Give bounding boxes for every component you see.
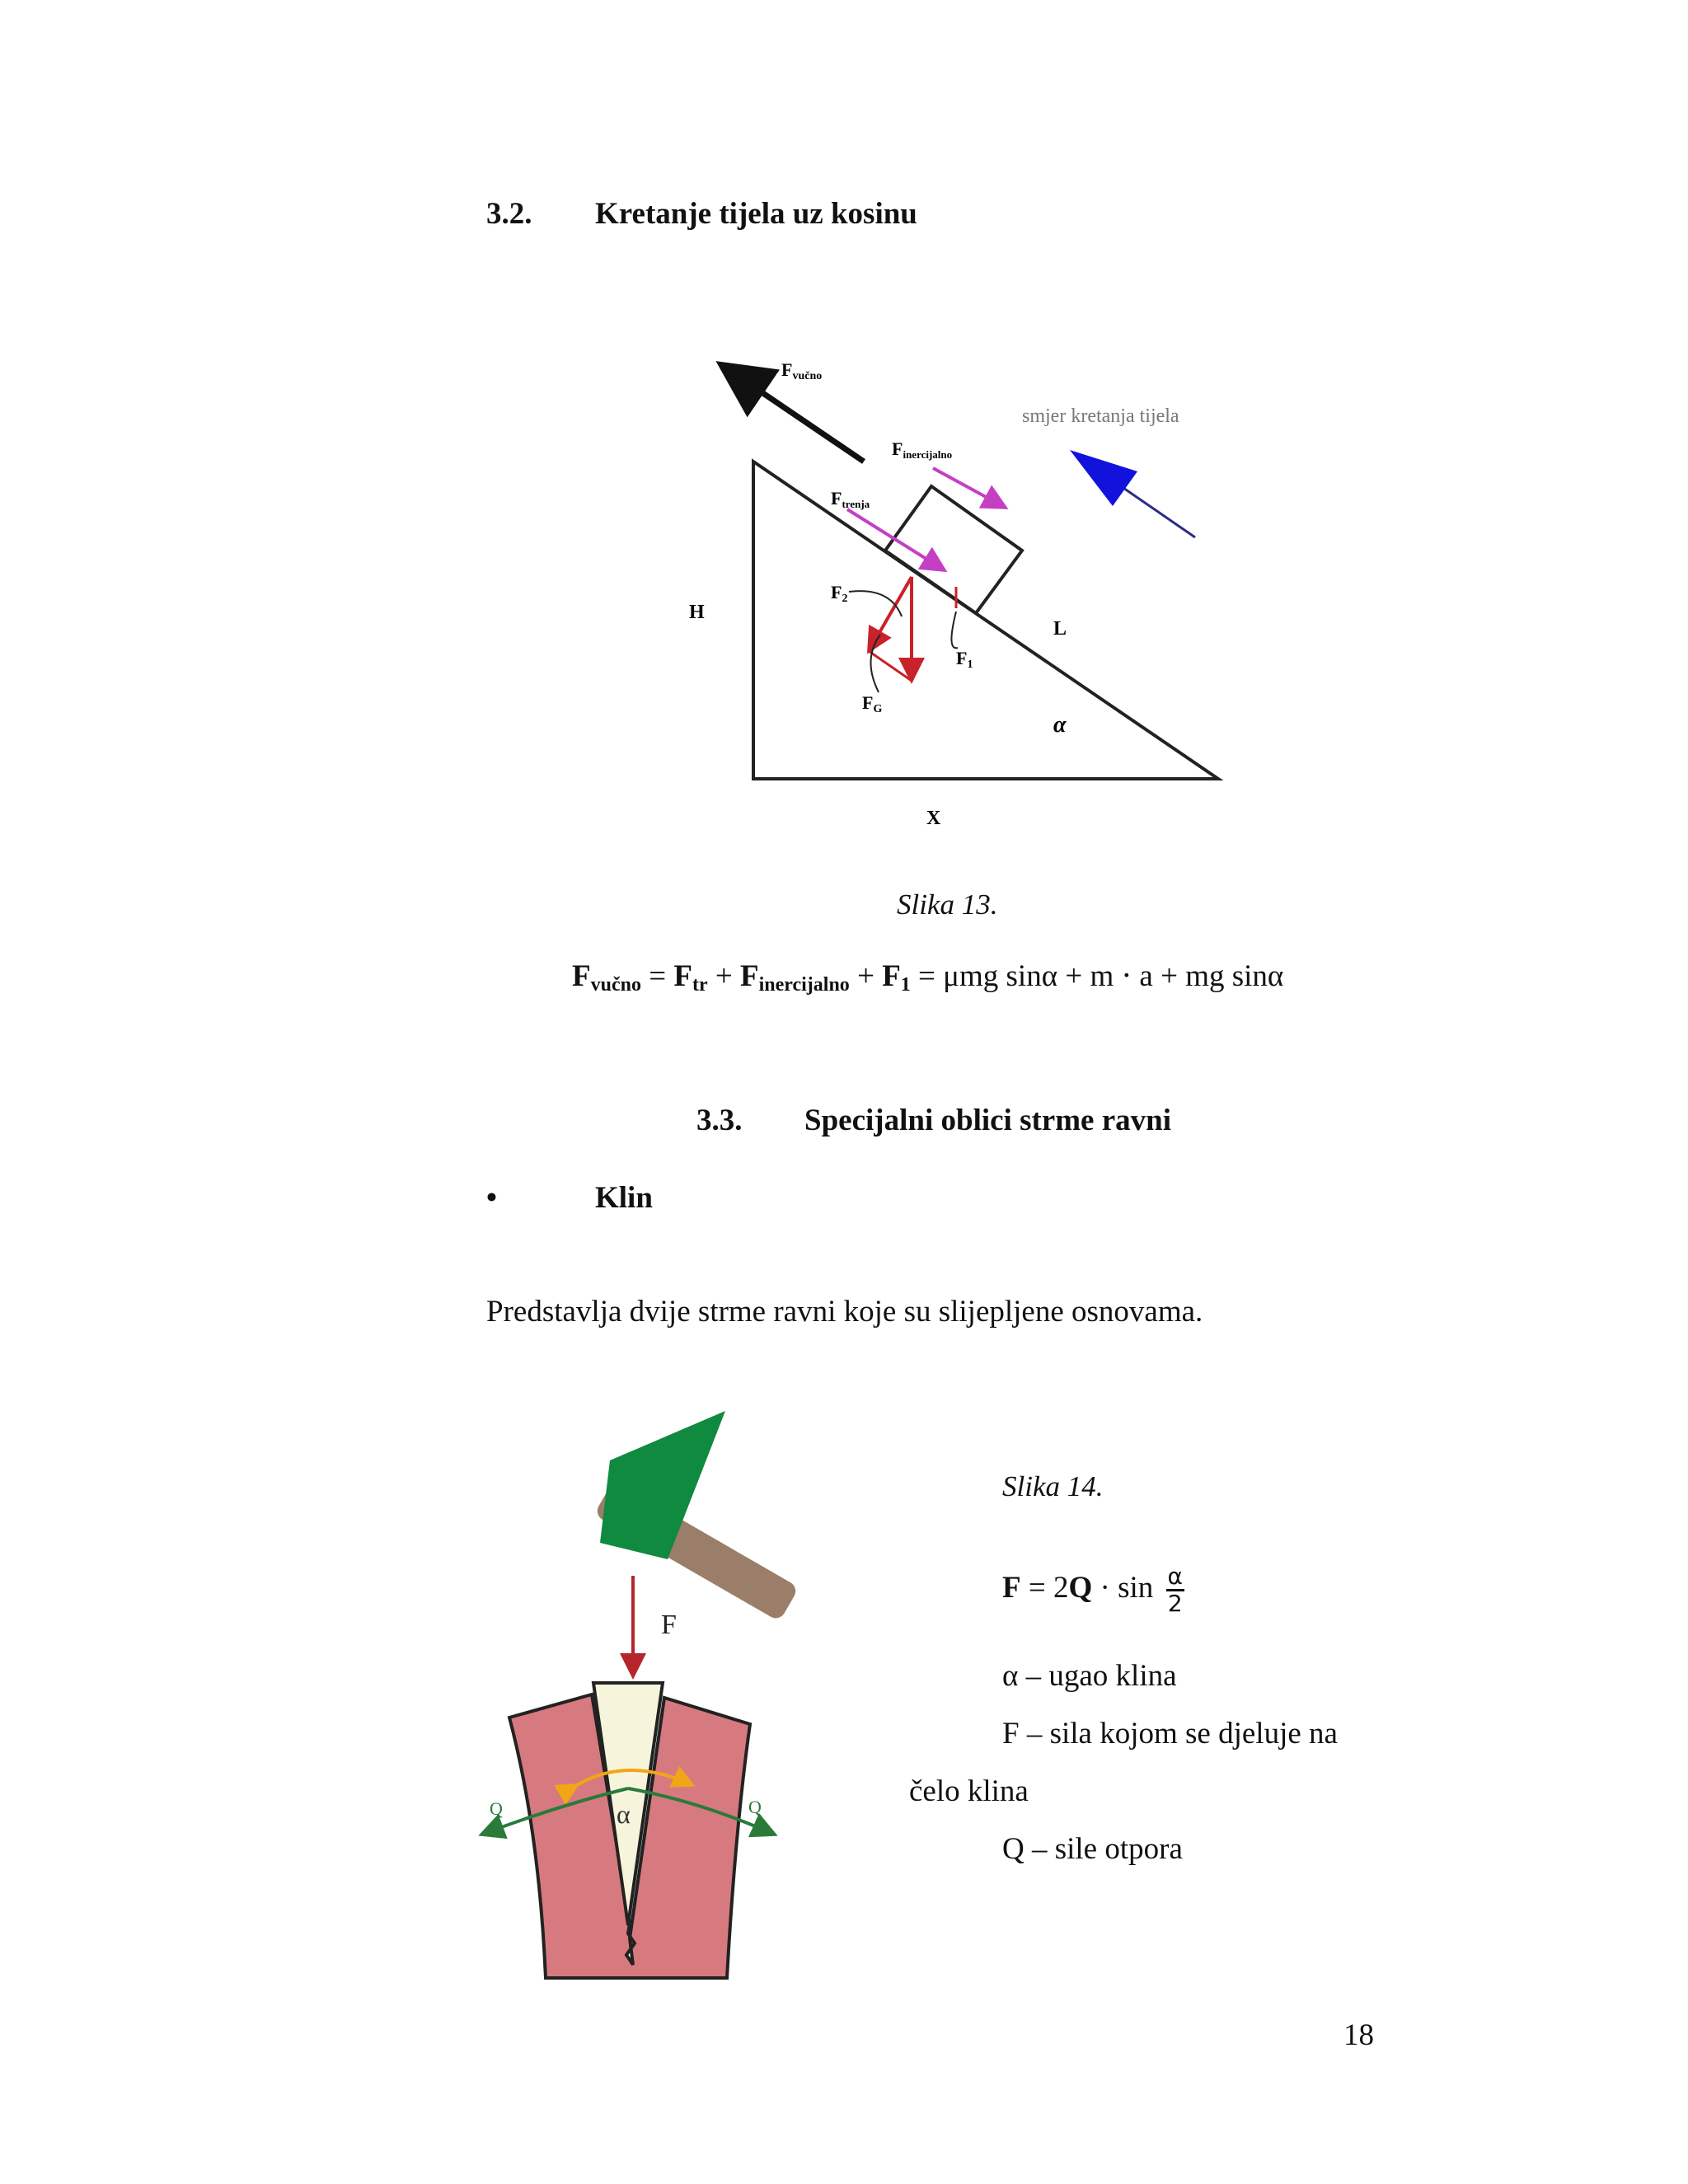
page-number: 18	[1343, 2018, 1374, 2052]
f-inercijalno-label: Finercijalno	[892, 438, 953, 461]
f-1-arrow	[869, 651, 912, 681]
h-label: H	[689, 602, 705, 623]
f-1-label: F1	[956, 648, 973, 671]
figure13-formula: $F_{vučno} = F_{tr} + F_{inercijalno} + F_1 = \mu mg$ sinα + m ⋅ a + mg sinα	[572, 959, 1284, 996]
section-number: 3.2.	[486, 197, 532, 231]
hammer	[593, 1411, 799, 1622]
wedge-alpha-label: α	[617, 1799, 631, 1829]
inclined-plane-figure	[659, 346, 1236, 841]
f-vucno-label: Fvučno	[781, 359, 823, 382]
figure14-caption: Slika 14.	[1002, 1470, 1104, 1502]
section-title: Kretanje tijela uz kosinu	[595, 197, 917, 231]
legend-alpha: α – ugao klina	[1002, 1659, 1177, 1693]
alpha-label: α	[1053, 712, 1067, 738]
f-trenja-label: Ftrenja	[831, 488, 870, 510]
wedge-figure	[470, 1401, 882, 1994]
q-right-label: Q	[748, 1797, 762, 1817]
force-f-label: F	[661, 1610, 677, 1640]
incline-triangle	[753, 462, 1218, 779]
bullet-symbol: •	[486, 1181, 497, 1215]
legend-q: Q – sile otpora	[1002, 1832, 1183, 1866]
x-label: X	[926, 808, 941, 829]
l-label: L	[1053, 618, 1067, 640]
klin-formula: F = 2Q · sin $\frac{\alpha}{2}$	[1002, 1563, 1183, 1617]
klin-description: Predstavlja dvije strme ravni koje su slijepljene osnovama.	[486, 1295, 1203, 1329]
legend-f: F – sila kojom se djeluje na	[1002, 1717, 1338, 1750]
q-left-label: Q	[490, 1798, 503, 1819]
section-number: 3.3.	[696, 1104, 743, 1137]
legend-f-continued: čelo klina	[909, 1774, 1029, 1808]
leader-lines	[849, 591, 958, 692]
f-2-arrow	[869, 577, 912, 651]
figure13-caption: Slika 13.	[897, 888, 998, 921]
direction-arrow	[1070, 450, 1195, 537]
bullet-label: Klin	[595, 1181, 653, 1215]
direction-label: smjer kretanja tijela	[1022, 405, 1179, 427]
section-title: Specijalni oblici strme ravni	[804, 1104, 1171, 1137]
f-2-label: F2	[831, 582, 848, 605]
f-g-label: FG	[862, 692, 883, 715]
